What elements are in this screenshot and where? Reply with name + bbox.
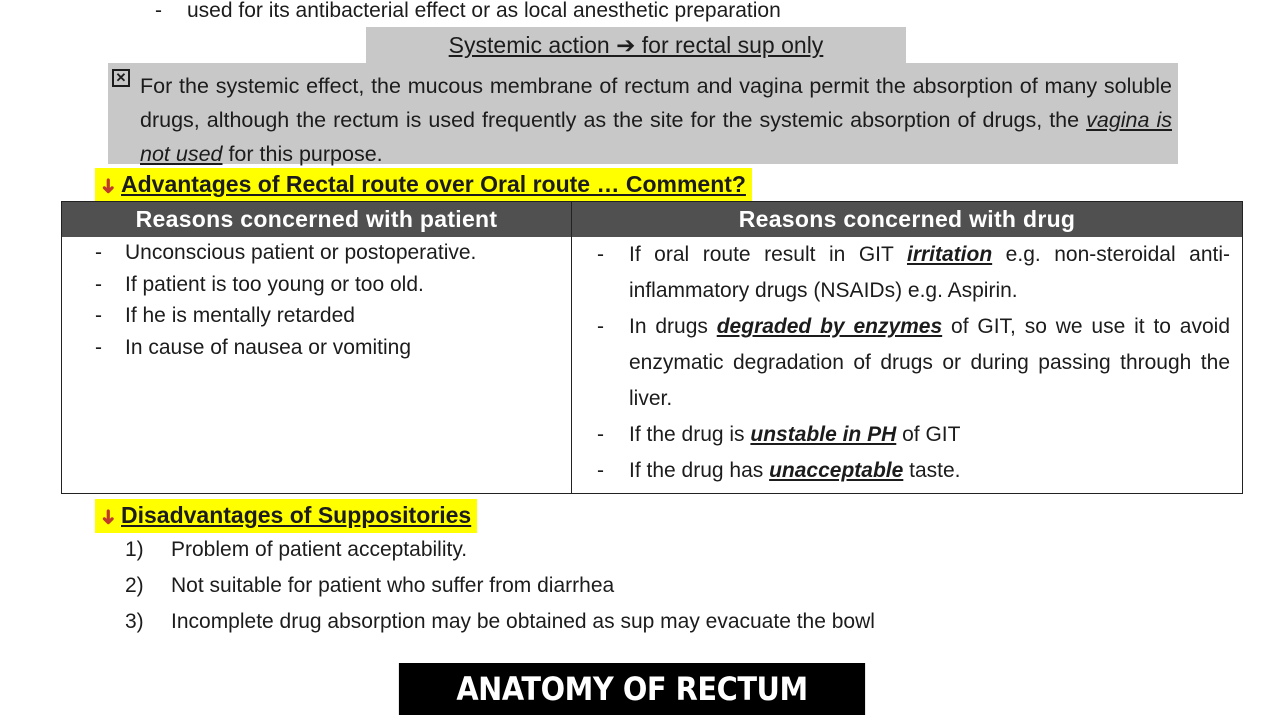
list-item: - If he is mentally retarded [95, 304, 355, 327]
list-item: - If oral route result in GIT irritation e.g. non-steroidal anti-inflammatory drugs (NSAIDs) e.g. Aspirin. [597, 243, 1230, 302]
list-item: 3) Incomplete drug absorption may be obtained as sup may evacuate the bowl [125, 610, 875, 633]
systemic-action-title-text: Systemic action ➔ for rectal sup only [448, 32, 824, 58]
table-row [62, 237, 1243, 494]
list-item: - If the drug has unacceptable taste. [597, 459, 961, 482]
dash-bullet: - [155, 0, 162, 22]
header-patient: Reasons concerned with patient [62, 202, 572, 238]
disadvantages-heading-text: Disadvantages of Suppositories [121, 502, 472, 528]
patient-reasons-list [62, 237, 571, 363]
list-item: 1) Problem of patient acceptability. [125, 538, 468, 561]
disadvantages-heading [95, 499, 477, 533]
list-item: - Unconscious patient or postoperative. [95, 241, 477, 264]
list-item: 2) Not suitable for patient who suffer from diarrhea [125, 574, 615, 597]
list-item: - In drugs degraded by enzymes of GIT, so we use it to avoid enzymatic degradation of drugs or during passing through the liver. [597, 315, 1231, 410]
drug-reasons-cell [572, 237, 1243, 494]
anatomy-banner: ANATOMY OF RECTUM [399, 663, 865, 715]
header-drug: Reasons concerned with drug [572, 202, 1243, 238]
reasons-table [61, 201, 1243, 494]
patient-reasons-cell [62, 237, 572, 494]
systemic-text-before: For the systemic effect, the mucous membrane of rectum and vagina permit the absorption of many soluble drugs, although the rectum is used frequently as the site for the systemic absorption of drugs, the [140, 74, 1172, 132]
systemic-paragraph [140, 69, 1172, 171]
systemic-text-after: for this purpose. [222, 142, 383, 166]
arrow-down-icon: ➜ [97, 177, 119, 195]
drug-reasons-list [572, 237, 1242, 489]
advantages-heading-text: Advantages of Rectal route over Oral route … Comment? [121, 171, 746, 197]
advantages-heading [95, 168, 752, 202]
list-item: - If the drug is unstable in PH of GIT [597, 423, 961, 446]
bullet-line [155, 0, 781, 21]
list-item: - In cause of nausea or vomiting [95, 335, 412, 359]
arrow-down-icon: ➜ [97, 508, 119, 526]
systemic-text-emphasis: vagina is not used [140, 108, 1172, 166]
checkbox-icon: ✕ [112, 69, 130, 87]
table-header-row [62, 202, 1243, 238]
bullet-text: used for its antibacterial effect or as local anesthetic preparation [187, 0, 781, 22]
list-item: - If patient is too young or too old. [95, 272, 424, 296]
systemic-action-title [366, 27, 906, 63]
systemic-action-box [108, 63, 1178, 164]
